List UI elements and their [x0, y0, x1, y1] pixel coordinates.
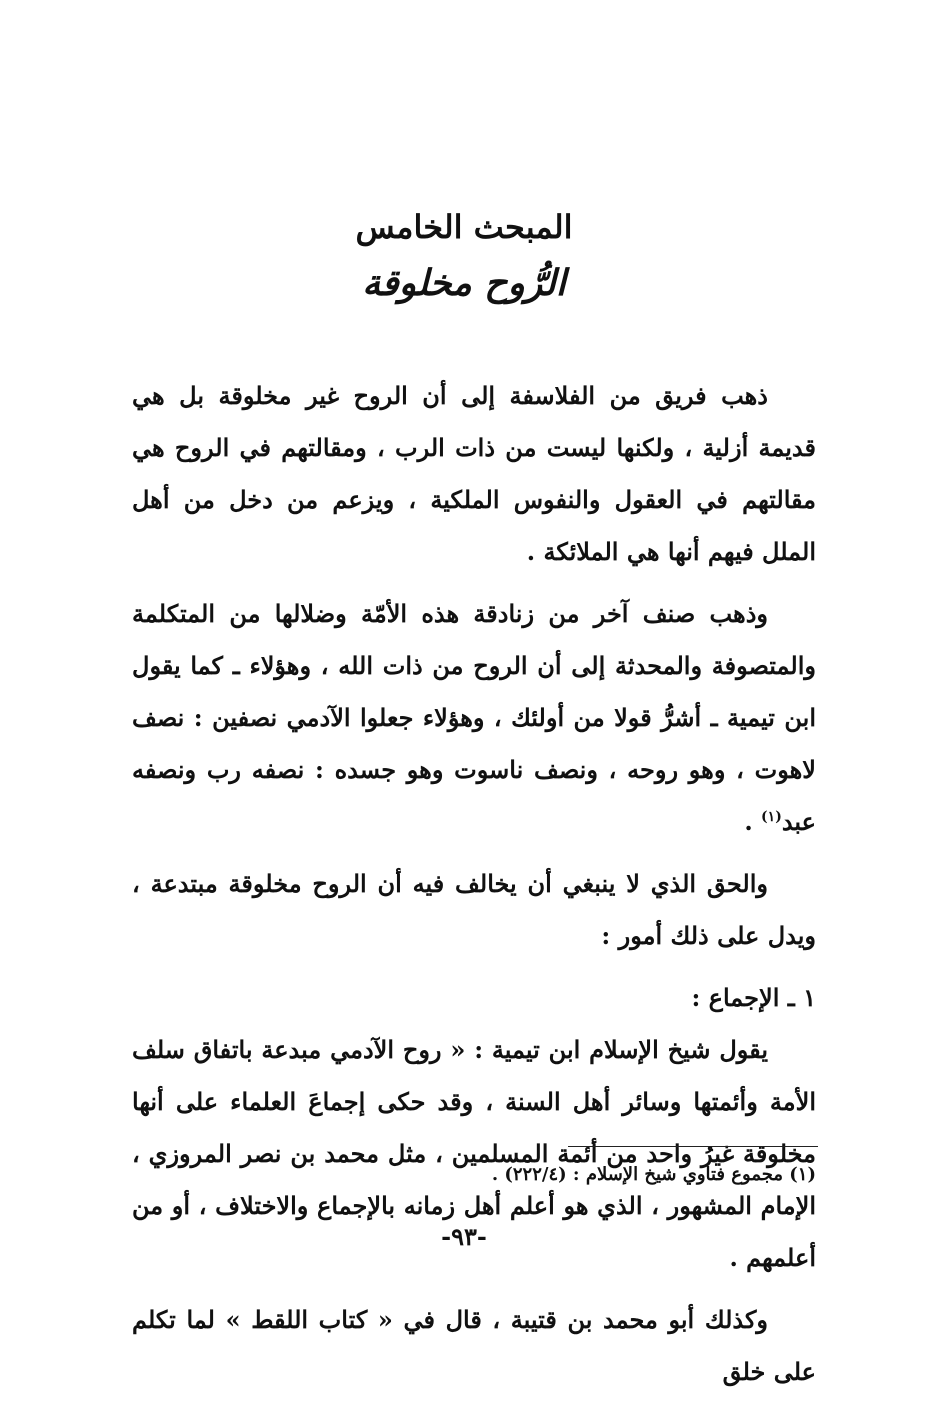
footnote-reference: (١)	[761, 809, 782, 825]
page-number: -٩٣-	[441, 1222, 487, 1251]
paragraph-3: والحق الذي لا ينبغي أن يخالف فيه أن الروح مخلوقة مبتدعة ، ويدل على ذلك أمور :	[132, 869, 816, 950]
chapter-title: الرُّوح مخلوقة	[362, 262, 566, 304]
body-text	[132, 370, 816, 1408]
footnote: (١) مجموع فتاوي شيخ الإسلام : (٢٢٢/٤) .	[491, 1164, 816, 1185]
section-title: المبحث الخامس	[355, 208, 573, 246]
paragraph-5: وكذلك أبو محمد بن قتيبة ، قال في « كتاب اللقط » لما تكلم على خلق	[132, 1305, 816, 1386]
subheading-consensus: ١ ـ الإجماع :	[691, 983, 816, 1012]
paragraph-2-text: وذهب صنف آخر من زنادقة هذه الأمّة وضلالها من المتكلمة والمتصوفة والمحدثة إلى أن الروح من ذات الله ، وهؤلاء ـ كما يقول ابن تيمية ـ أشرُّ قولا من أولئك ، وهؤلاء جعلوا الآدمي نصفين : نصف لاهوت ، وهو روحه ، ونصف ناسوت وهو جسده : نصفه رب ونصفه عبد	[132, 599, 816, 836]
paragraph-4: يقول شيخ الإسلام ابن تيمية : « روح الآدمي مبدعة باتفاق سلف الأمة وأئمتها وسائر أهل السنة ، وقد حكى إجماعَ العلماء على أنها مخلوقة غيرُ واحد من أئمة المسلمين ، مثل محمد بن نصر المروزي ، الإمام المشهور ، الذي هو أعلم أهل زمانه بالإجماع والاختلاف ، أو من أعلمهم .	[132, 1035, 816, 1272]
paragraph-2	[132, 588, 816, 848]
paragraph-2-tail: .	[744, 807, 762, 836]
footnote-divider	[568, 1146, 818, 1147]
paragraph-1: ذهب فريق من الفلاسفة إلى أن الروح غير مخلوقة بل هي قديمة أزلية ، ولكنها ليست من ذات الرب ، ومقالتهم في الروح هي مقالتهم في العقول والنفوس الملكية ، ويزعم من دخل من أهل الملل فيهم أنها هي الملائكة .	[132, 381, 816, 566]
